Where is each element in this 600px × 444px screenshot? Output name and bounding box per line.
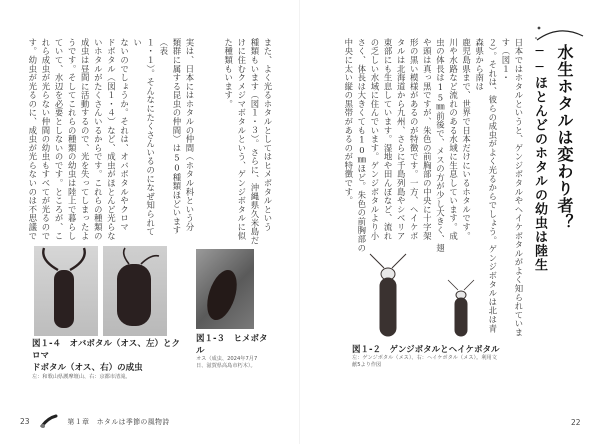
text-column: いホタルがたくさんいるからです。これらの種類の — [93, 38, 104, 241]
text-column: す。幼虫が光るのに、成虫が光らないのは不思議で — [27, 38, 38, 241]
text-column: 類群に属する昆虫の仲間）は50種類ほどいます（表 — [158, 38, 182, 235]
figure-1-4-label-1: 図１-４ オバボタル（オス、左）とクロマ — [32, 339, 181, 361]
figure-1-4-credit: 左：和歌山県護摩壇山、右：京都市清滝。 — [32, 374, 131, 380]
title-subtitle: ──ほとんどのホタルの幼虫は陸生 — [532, 44, 547, 272]
figure-1-3-photo — [196, 249, 254, 329]
text-column: ていて、水辺を必要としないのです。ところが、こ — [54, 38, 65, 241]
text-column: 虫の体長は15㎜前後で、メスの方が少し大きく、翅 — [435, 38, 446, 253]
page-number-right: 22 — [571, 418, 581, 427]
text-column: 日本ではホタルというと、ゲンジボタルやヘイケボタルがよく知られています（図１・ — [500, 38, 524, 337]
text-column: 形の黒い模様があるのが特徴です。一方、ヘイケボ — [409, 38, 420, 241]
figure-1-2-caption — [352, 343, 502, 369]
title-arc-decoration — [533, 24, 585, 42]
figure-1-3-caption — [196, 332, 276, 370]
figure-1-4-photo-right — [103, 246, 167, 336]
text-column: や頭は真っ黒ですが、朱色の前胸部の中央に十字架 — [422, 38, 433, 241]
text-column: １・１）。そんなにたくさんいるのになぜ知られてい — [132, 38, 156, 236]
text-column: 実は、日本にはホタルの仲間（ホタル科という分 — [185, 38, 195, 232]
figure-1-2-credit: 左：ゲンジボタル（メス）、右：ヘイケボタル（メス）。利用文献5より作図 — [352, 355, 497, 368]
text-column: さく、体長は大きくても10㎜ほど。朱色の前胸部の — [356, 38, 367, 253]
text-column: タルは北海道から九州、さらに千島列島やシベリア — [396, 38, 407, 241]
figure-1-2-label: 図１-２ ゲンジボタルとヘイケボタル — [352, 345, 500, 355]
genji-firefly-icon — [370, 254, 406, 336]
text-column: 成虫は昼間に活動するので、光を失ってしまったよ — [80, 38, 91, 241]
text-column: 種類もいます（図１・３）。さらに、沖縄県久米島だ — [249, 38, 260, 245]
firefly-icon — [40, 414, 58, 428]
text-column: ドボタル（図１・４）など、成虫がほとんど光らな — [106, 38, 117, 241]
figure-1-4-label-2: ドボタル（オス、右）の成虫 — [32, 363, 143, 373]
page-number-left: 23 — [20, 416, 30, 426]
text-column: れら成虫が光らない仲間の幼虫もすべてが光るので — [40, 38, 51, 241]
left-body-text-a — [202, 38, 274, 248]
left-footer — [20, 414, 170, 428]
text-column: また、よく光るホタルとしてはヒメボタルという — [263, 38, 273, 232]
text-column: けに住むクメジマボタルという、ゲンジボタルに似 — [236, 38, 247, 241]
text-column: 鹿児島県まで、世界で日本だけにいるホタルです。 — [461, 38, 472, 241]
figure-1-2-illustration — [362, 250, 492, 340]
text-column: の乏しい水域に住んでいます。ゲンジボタルより小 — [369, 38, 380, 241]
figure-1-3-credit-1: オス（成虫、2024年7月7 — [196, 356, 258, 362]
heike-firefly-icon — [448, 280, 474, 336]
chapter-running-head: 第１章 ホタルは季節の風物詩 — [67, 418, 170, 426]
figure-1-4-caption — [32, 338, 182, 381]
text-column: ないのでしょうか。それは、オバボタルやクロマ — [119, 38, 130, 232]
text-column: ２）。それは、彼らの成虫がよく光るからでしょう。ゲンジボタルは北は青森県から南は — [474, 38, 498, 333]
figure-1-3-credit-2: 日、滋賀県高島市朽木）。 — [196, 363, 256, 369]
left-body-text-b — [27, 38, 196, 243]
title-main: 水生ホタルは変わり者？ — [555, 44, 574, 231]
text-column: た種類もいます。 — [223, 38, 234, 109]
section-title — [530, 44, 574, 314]
text-column: うです。そしてこれらの種類の幼虫は陸上で暮らし — [67, 38, 78, 241]
text-column: 中央に太い縦の黒帯があるのが特徴です。 — [343, 38, 354, 206]
text-column: 川や水路など流れのある水域に生息しています。成 — [448, 38, 459, 241]
figure-1-4-photo-left — [34, 246, 98, 336]
figure-1-3-label: 図１-３ ヒメボタル — [196, 334, 268, 356]
text-column: 東部にも生息しています。湿地や田んぼなど、流れ — [383, 38, 394, 241]
